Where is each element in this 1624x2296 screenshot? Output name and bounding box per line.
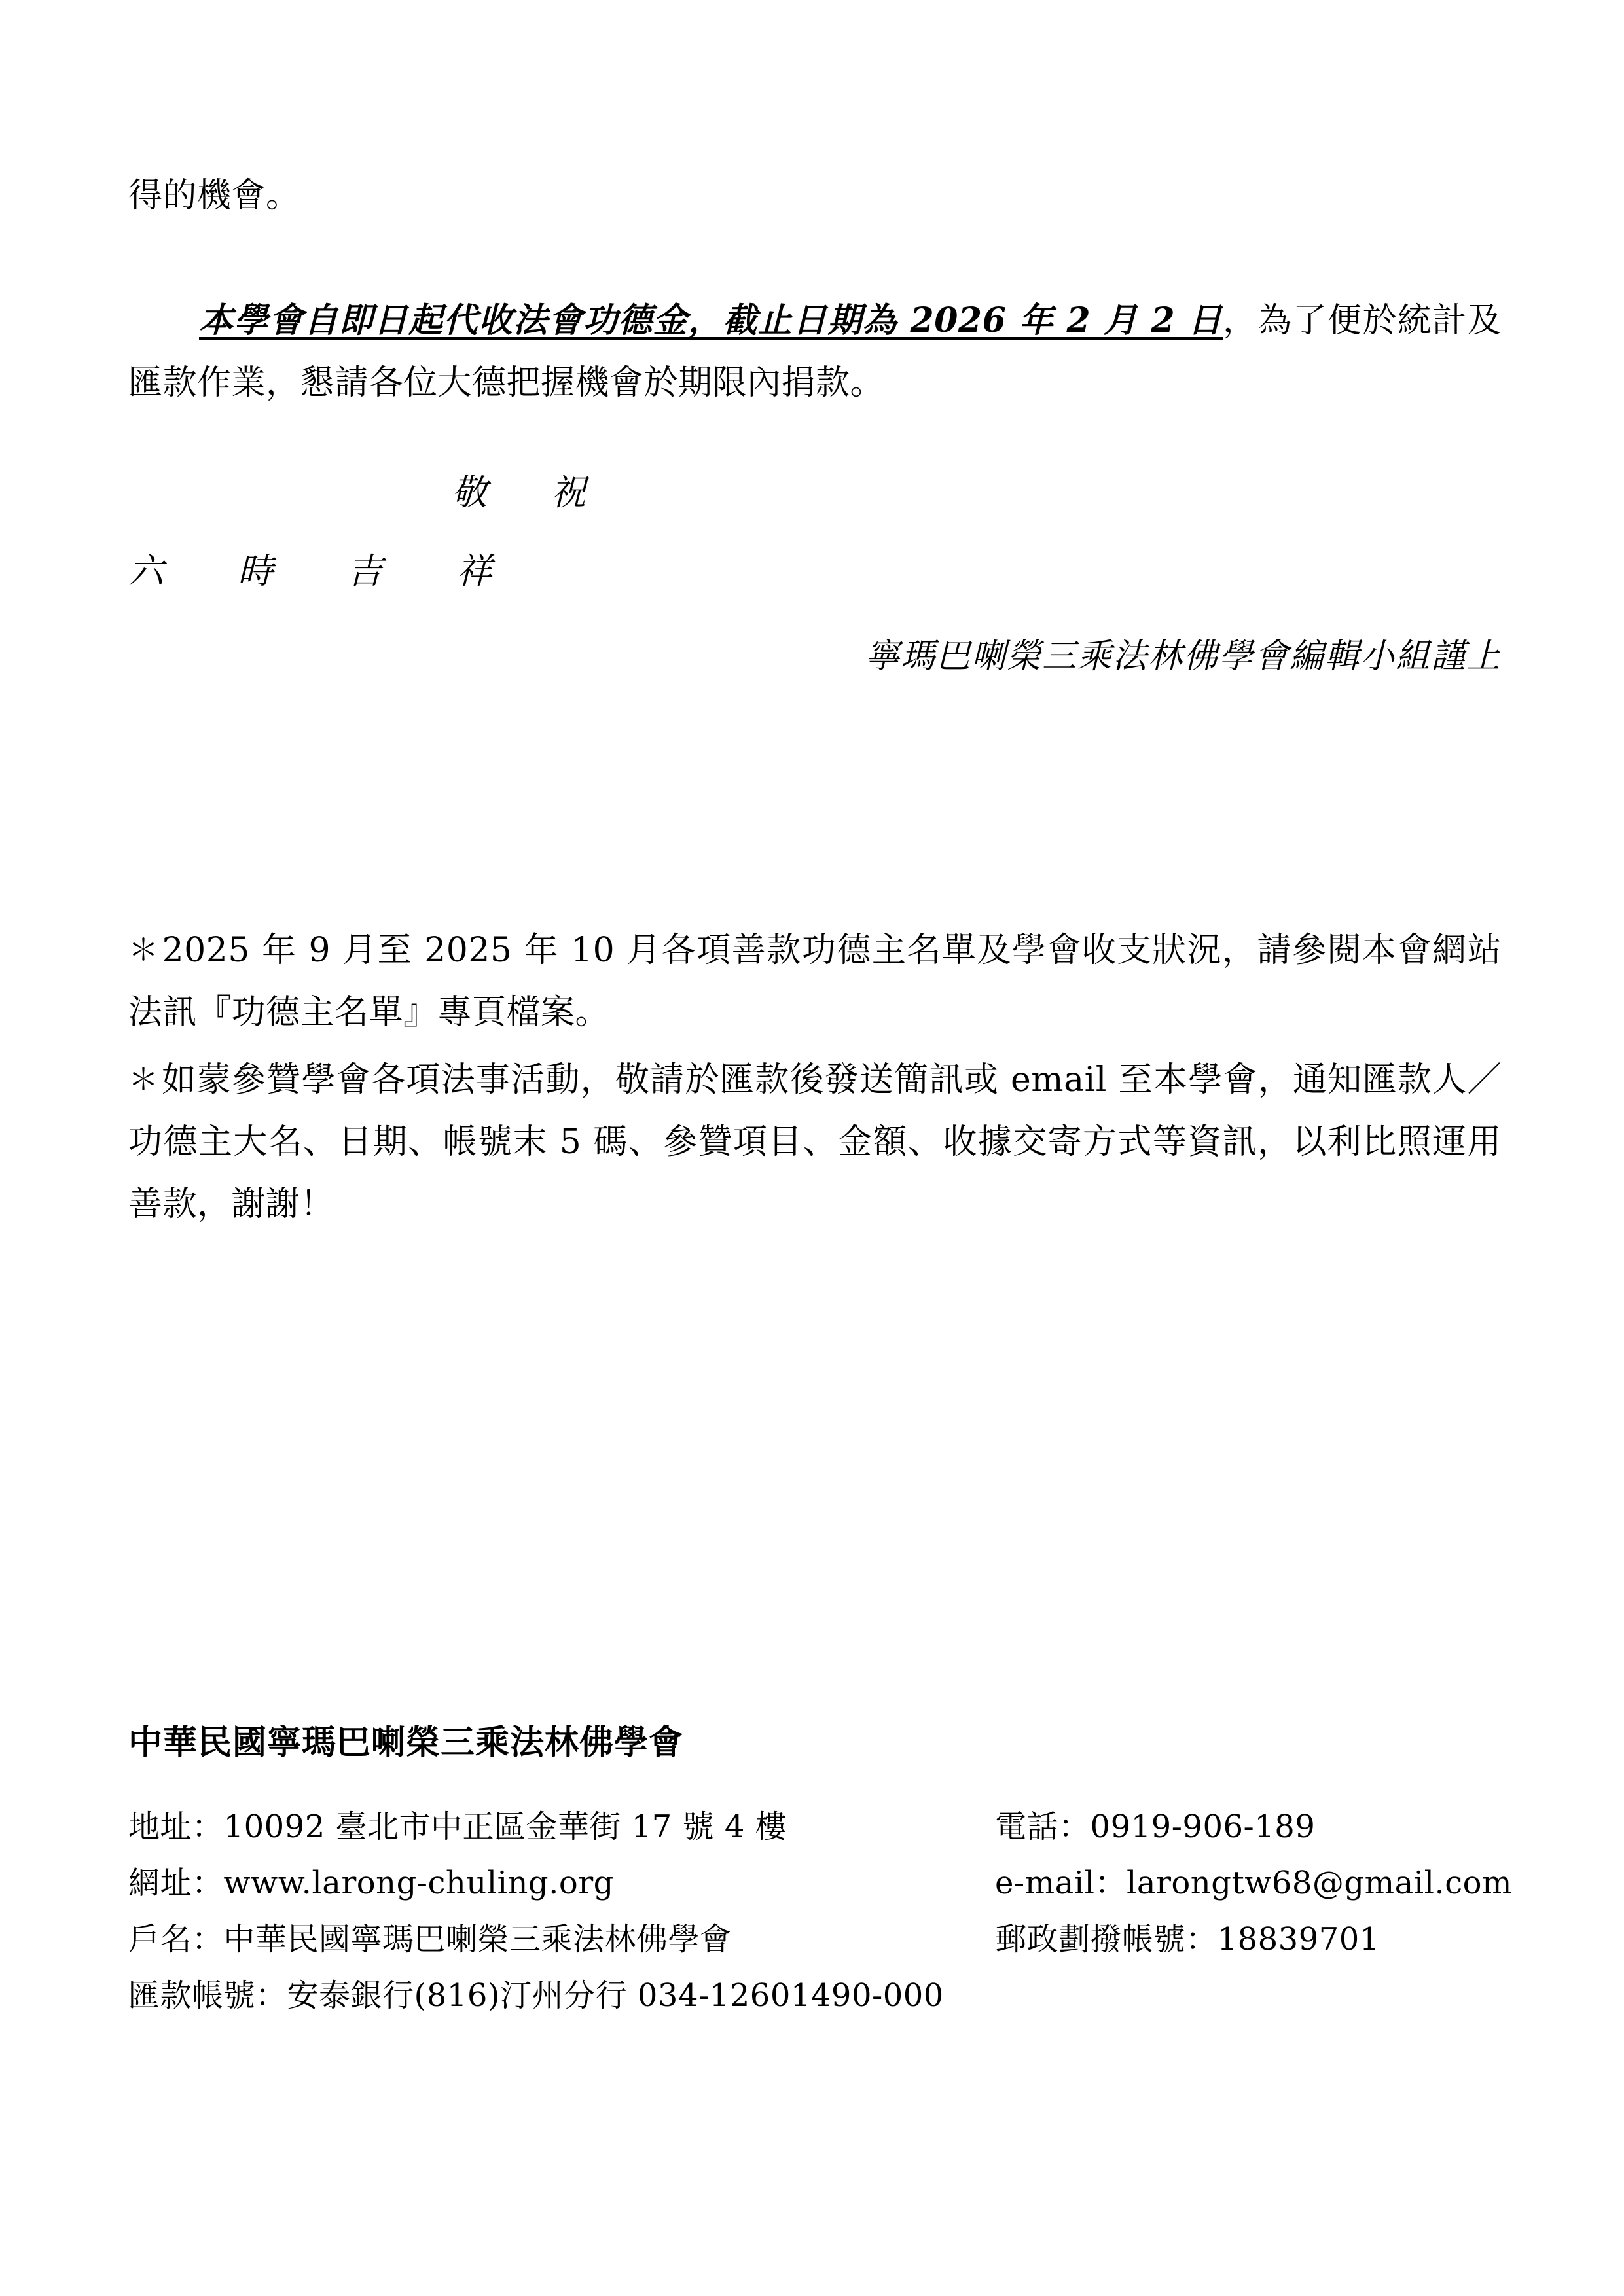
label-separator: ： bbox=[192, 1865, 224, 1901]
footer-bank-account-line bbox=[128, 1967, 979, 2024]
footer-postal-giro-value: 18839701 bbox=[1217, 1921, 1380, 1958]
note-donor-list-text: 2025 年 9 月至 2025 年 10 月各項善款功德主名單及學會收支狀況，請參閱本會網站法訊『功德主名單』專頁檔案。 bbox=[128, 931, 1502, 1032]
footer-website-line bbox=[128, 1855, 979, 1911]
footer-address-value: 10092 臺北市中正區金華街 17 號 4 樓 bbox=[223, 1808, 787, 1845]
note-donor-list bbox=[128, 919, 1502, 1044]
footer-bank-account-label: 匯款帳號 bbox=[128, 1977, 256, 2014]
footer-phone-label: 電話 bbox=[995, 1808, 1059, 1845]
signature-line: 寧瑪巴喇榮三乘法林佛學會編輯小組謹上 bbox=[865, 637, 1502, 676]
footer-website-value[interactable]: www.larong-chuling.org bbox=[223, 1865, 614, 1901]
asterisk-icon: ＊ bbox=[128, 1062, 160, 1097]
label-separator: ： bbox=[1185, 1921, 1218, 1958]
footer-address-label: 地址 bbox=[128, 1808, 192, 1845]
footer-account-name-label: 戶名 bbox=[128, 1921, 192, 1958]
footer-address-line bbox=[128, 1799, 979, 1855]
footer-email-label: e-mail bbox=[995, 1865, 1095, 1901]
footer-contact-block bbox=[128, 1721, 1542, 2014]
deadline-paragraph bbox=[128, 289, 1502, 414]
asterisk-icon: ＊ bbox=[128, 932, 160, 967]
deadline-emphasis: 本學會自即日起代收法會功德金，截止日期為 2026 年 2 月 2 日 bbox=[199, 300, 1223, 340]
label-separator: ： bbox=[192, 1921, 224, 1958]
footer-account-name-value: 中華民國寧瑪巴喇榮三乘法林佛學會 bbox=[223, 1921, 732, 1958]
footer-postal-giro-label: 郵政劃撥帳號 bbox=[995, 1921, 1186, 1958]
footer-phone-line bbox=[995, 1799, 1584, 1855]
footer-left-column bbox=[128, 1799, 979, 2024]
footer-email-value[interactable]: larongtw68@gmail.com bbox=[1126, 1865, 1513, 1901]
footer-account-name-line bbox=[128, 1911, 979, 1967]
footer-postal-giro-line bbox=[995, 1911, 1584, 1967]
label-separator: ： bbox=[255, 1977, 287, 2014]
footer-phone-value[interactable]: 0919-906-189 bbox=[1090, 1808, 1316, 1845]
deadline-remainder: ，為了便於統計及匯款作業，懇請各位大德把握機會於期限內捐款。 bbox=[128, 301, 1502, 403]
footer-bank-account-value: 安泰銀行(816)汀州分行 034-12601490-000 bbox=[287, 1977, 944, 2014]
label-separator: ： bbox=[192, 1808, 224, 1845]
note-remittance-instructions bbox=[128, 1049, 1502, 1236]
closing-greeting-line-1: 敬 祝 bbox=[452, 472, 613, 513]
label-separator: ： bbox=[1094, 1865, 1127, 1901]
footer-email-line bbox=[995, 1855, 1584, 1911]
label-separator: ： bbox=[1058, 1808, 1091, 1845]
note-remittance-text: 如蒙參贊學會各項法事活動，敬請於匯款後發送簡訊或 email 至本學會，通知匯款人／功德主大名、日期、帳號末 5 碼、參贊項目、金額、收據交寄方式等資訊，以利比照運用善款，謝謝！ bbox=[128, 1060, 1502, 1224]
footer-right-column bbox=[995, 1799, 1584, 1967]
footer-website-label: 網址 bbox=[128, 1865, 192, 1901]
continued-line: 得的機會。 bbox=[128, 176, 300, 215]
closing-greeting-line-2: 六 時 吉 祥 bbox=[128, 550, 524, 592]
footer-organization-name: 中華民國寧瑪巴喇榮三乘法林佛學會 bbox=[128, 1723, 684, 1763]
